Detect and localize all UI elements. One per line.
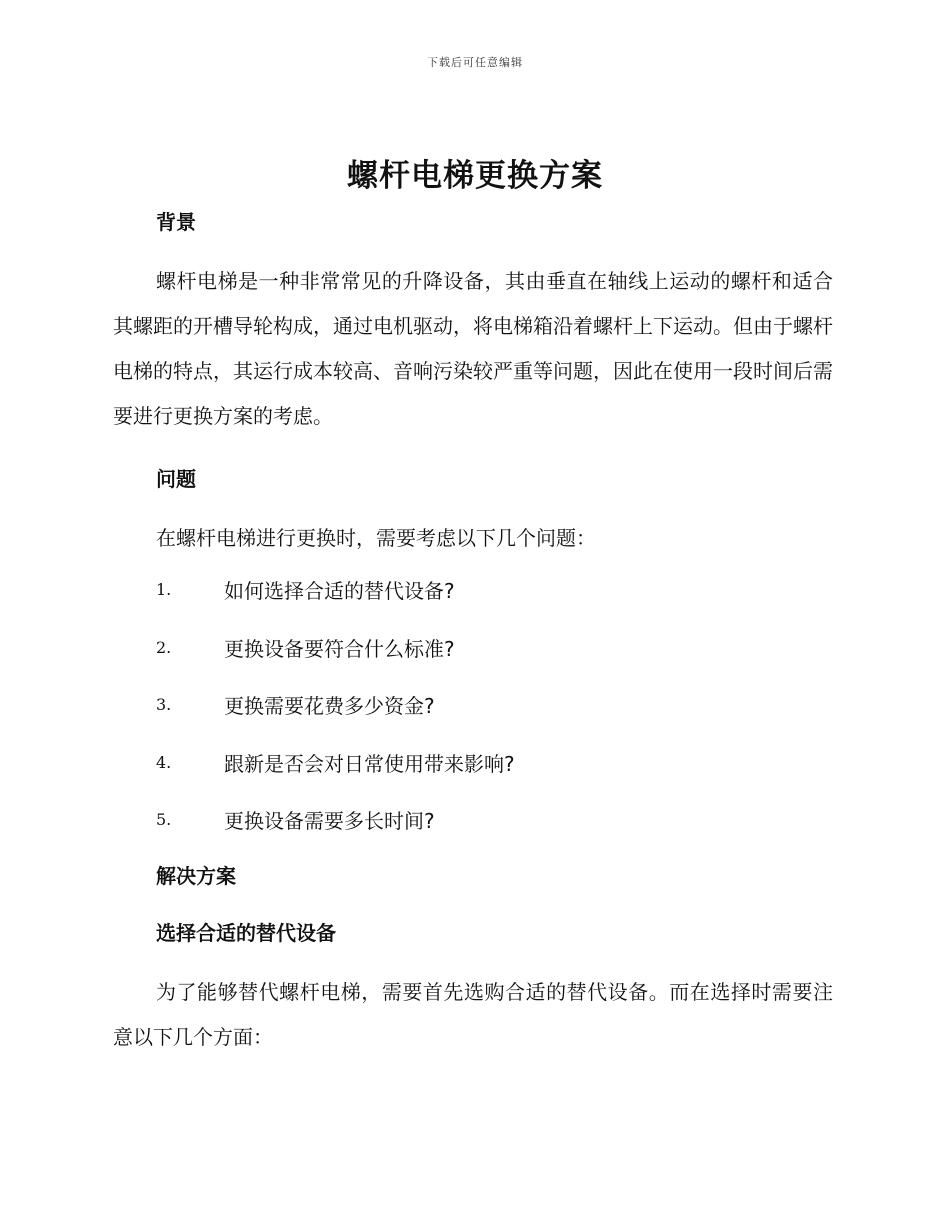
list-item-number: 2. [156, 637, 172, 657]
list-item-text: 更换设备要符合什么标准? [224, 636, 455, 661]
solution-paragraph: 为了能够替代螺杆电梯，需要首先选购合适的替代设备。而在选择时需要注意以下几个方面： [113, 979, 833, 1049]
list-item-text: 跟新是否会对日常使用带来影响? [224, 751, 515, 776]
list-item-text: 如何选择合适的替代设备? [224, 579, 455, 604]
list-item-text: 更换需要花费多少资金? [224, 694, 435, 719]
list-item-number: 3. [156, 695, 172, 715]
subsection-heading-choose-device: 选择合适的替代设备 [156, 920, 336, 945]
background-paragraph: 螺杆电梯是一种非常常见的升降设备，其由垂直在轴线上运动的螺杆和适合其螺距的开槽导轮构成，通过电机驱动，将电梯箱沿着螺杆上下运动。但由于螺杆电梯的特点，其运行成本较高、音响污染较严重等问题，因此在使用一段时间后需要进行更换方案的考虑。 [113, 269, 833, 428]
section-heading-problems: 问题 [156, 467, 196, 491]
list-item [113, 676, 833, 734]
problems-intro: 在螺杆电梯进行更换时，需要考虑以下几个问题： [156, 526, 596, 550]
list-item [113, 561, 833, 619]
section-heading-solution: 解决方案 [156, 863, 236, 888]
list-item [113, 734, 833, 792]
problems-list [113, 561, 833, 849]
header-note: 下载后可任意编辑 [427, 56, 523, 69]
document-body [113, 205, 833, 1060]
list-item [113, 791, 833, 849]
page-title: 螺杆电梯更换方案 [347, 158, 603, 194]
list-item-number: 5. [156, 810, 172, 830]
list-item-number: 4. [156, 752, 172, 772]
list-item-number: 1. [156, 580, 172, 600]
list-item-text: 更换设备需要多长时间? [224, 809, 435, 834]
list-item [113, 619, 833, 677]
section-heading-background: 背景 [156, 210, 196, 234]
